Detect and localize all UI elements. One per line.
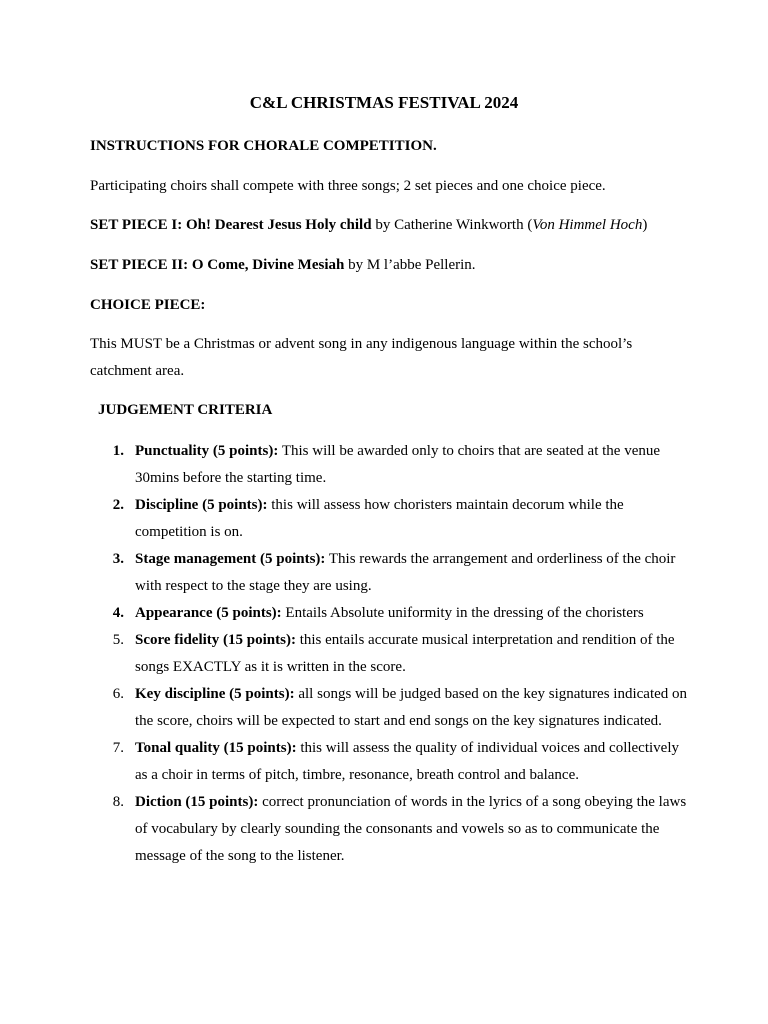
criteria-number: 3.	[112, 551, 124, 567]
set-piece-1-tune: Von Himmel Hoch	[532, 217, 643, 233]
criteria-number: 5.	[112, 632, 124, 648]
set-piece-1	[90, 215, 647, 235]
set-piece-2-label: SET PIECE II: O Come, Divine Mesiah	[90, 257, 345, 273]
criteria-description: all songs will be judged based on the key signatures indicated on the score, choirs will be expected to start and end songs on the key signatures indicated.	[135, 686, 688, 729]
criteria-description: this will assess the quality of individual voices and collectively as a choir in terms of pitch, timbre, resonance, breath control and balance.	[135, 740, 680, 783]
choice-piece-text: This MUST be a Christmas or advent song in any indigenous language within the school’s catchment area.	[90, 336, 633, 379]
criteria-description: this entails accurate musical interpretation and rendition of the songs EXACTLY as it is written in the score.	[135, 632, 675, 675]
intro-paragraph: Participating choirs shall compete with three songs; 2 set pieces and one choice piece.	[90, 178, 606, 194]
criteria-heading: JUDGEMENT CRITERIA	[98, 402, 273, 418]
criteria-number: 4.	[112, 605, 124, 621]
criteria-number: 6.	[112, 686, 124, 702]
criteria-term: Appearance (5 points):	[135, 605, 282, 621]
criteria-term: Key discipline (5 points):	[135, 686, 295, 702]
criteria-term: Punctuality (5 points):	[135, 443, 279, 459]
set-piece-1-close: )	[642, 217, 648, 233]
criteria-item	[90, 438, 690, 492]
criteria-description: this will assess how choristers maintain decorum while the competition is on.	[135, 497, 624, 540]
criteria-description: correct pronunciation of words in the lyrics of a song obeying the laws of vocabulary by clearly sounding the consonants and vowels so as to communicate the message of the song to the listener.	[135, 794, 687, 864]
criteria-term: Tonal quality (15 points):	[135, 740, 297, 756]
criteria-description: Entails Absolute uniformity in the dressing of the choristers	[281, 605, 644, 621]
criteria-number: 8.	[112, 794, 124, 810]
instructions-heading: INSTRUCTIONS FOR CHORALE COMPETITION.	[90, 138, 437, 154]
set-piece-2-by: by M l’abbe Pellerin.	[344, 257, 476, 273]
criteria-term: Discipline (5 points):	[135, 497, 268, 513]
criteria-number: 7.	[112, 740, 124, 756]
criteria-item	[90, 600, 690, 627]
criteria-item	[90, 492, 690, 546]
choice-piece-heading: CHOICE PIECE:	[90, 297, 206, 313]
criteria-number: 1.	[112, 443, 124, 459]
set-piece-1-label: SET PIECE I: Oh! Dearest Jesus Holy child	[90, 217, 372, 233]
criteria-term: Stage management (5 points):	[135, 551, 326, 567]
criteria-item	[90, 546, 690, 600]
criteria-description: This will be awarded only to choirs that are seated at the venue 30mins before the starting time.	[135, 443, 661, 486]
criteria-term: Diction (15 points):	[135, 794, 259, 810]
set-piece-1-by: by Catherine Winkworth (	[371, 217, 533, 233]
criteria-term: Score fidelity (15 points):	[135, 632, 296, 648]
criteria-description: This rewards the arrangement and orderliness of the choir with respect to the stage they are using.	[135, 551, 676, 594]
criteria-item	[90, 681, 690, 735]
document-title: C&L CHRISTMAS FESTIVAL 2024	[249, 93, 519, 112]
criteria-item	[90, 627, 690, 681]
set-piece-2	[90, 255, 476, 275]
criteria-item	[90, 735, 690, 789]
criteria-number: 2.	[112, 497, 124, 513]
criteria-list	[90, 438, 690, 870]
criteria-item	[90, 789, 690, 870]
